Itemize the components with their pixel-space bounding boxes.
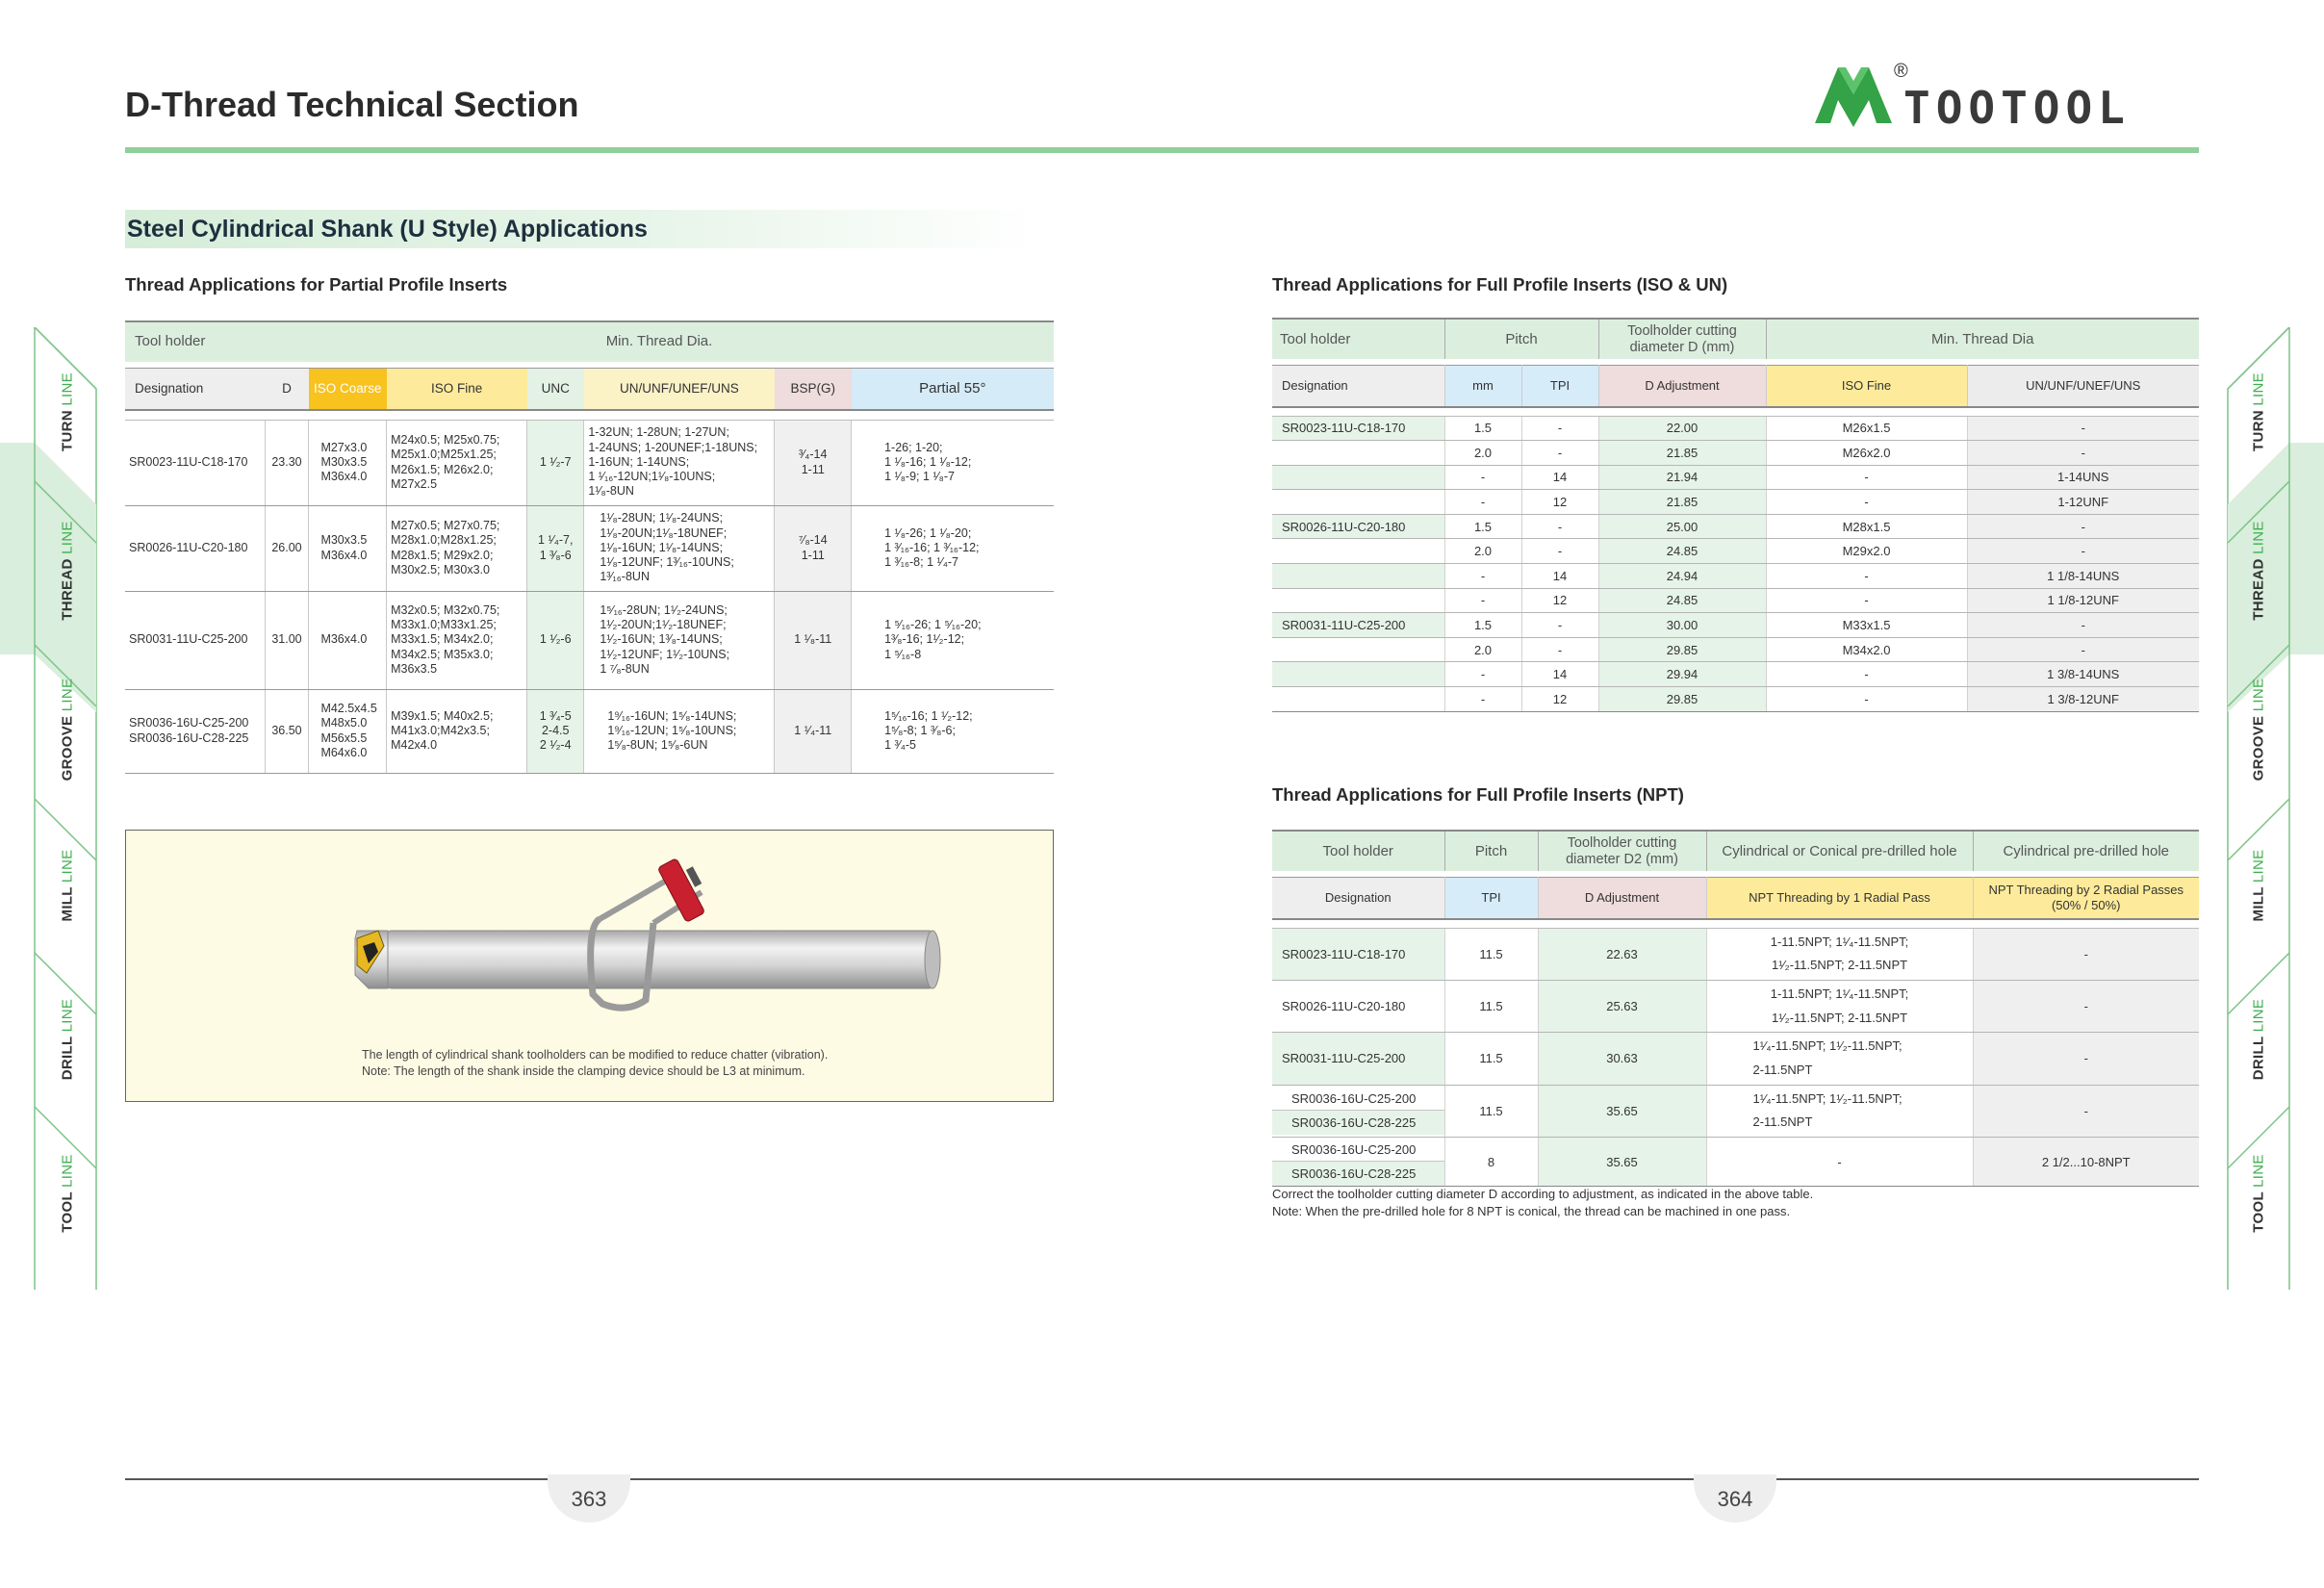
header-cutting-diameter: Toolholder cutting diameter D2 (mm) bbox=[1538, 831, 1706, 871]
d-adjustment-cell: 29.85 bbox=[1598, 637, 1766, 662]
d-cell: 23.30 bbox=[265, 420, 309, 505]
npt-table bbox=[1272, 830, 2199, 1187]
iso-fine-cell: M39x1.5; M40x2.5; M41x3.0;M42x3.5; M42x4.0 bbox=[387, 689, 527, 773]
svg-text:TOOTOOL: TOOTOOL bbox=[1903, 82, 2131, 134]
d-adjustment-cell: 35.65 bbox=[1538, 1085, 1706, 1137]
iso-coarse-cell: M30x3.5 M36x4.0 bbox=[309, 505, 387, 591]
d-adjustment-cell: 22.00 bbox=[1598, 416, 1766, 441]
un-cell: 1⁵⁄₁₆-28UN; 1¹⁄₂-24UNS; 1¹⁄₂-20UN;1¹⁄₂-18UNEF; 1¹⁄₂-16UN; 1³⁄₈-14UNS; 1¹⁄₂-12UNF; 1¹⁄₂-10UNS; 1 ⁷⁄₈-8UN bbox=[584, 591, 775, 689]
un-cell: 1-14UNS bbox=[1967, 465, 2199, 490]
iso-table-title: Thread Applications for Full Profile Inserts (ISO & UN) bbox=[1272, 274, 1728, 295]
d-cell: 36.50 bbox=[265, 689, 309, 773]
mm-cell: 1.5 bbox=[1444, 416, 1521, 441]
unc-cell: 1 ¹⁄₂-7 bbox=[527, 420, 584, 505]
d-cell: 26.00 bbox=[265, 505, 309, 591]
iso-un-table bbox=[1272, 318, 2199, 712]
designation-cell: SR0031-11U-C25-200 bbox=[125, 591, 265, 689]
tpi-cell: - bbox=[1521, 539, 1598, 564]
tpi-cell: 12 bbox=[1521, 490, 1598, 515]
unc-cell: 1 ³⁄₄-5 2-4.5 2 ¹⁄₂-4 bbox=[527, 689, 584, 773]
tab-groove-line[interactable]: GROOVE LINE bbox=[59, 678, 76, 781]
un-cell: 1-32UN; 1-28UN; 1-27UN; 1-24UNS; 1-20UNEF;1-18UNS; 1-16UN; 1-14UNS; 1 ¹⁄₁₆-12UN;1¹⁄₈-10UNS; 1¹⁄₈-8UN bbox=[584, 420, 775, 505]
table-row bbox=[1272, 465, 2199, 490]
partial-55-cell: 1 ¹⁄₈-26; 1 ¹⁄₈-20; 1 ³⁄₁₆-16; 1 ³⁄₁₆-12; 1 ³⁄₁₆-8; 1 ¹⁄₄-7 bbox=[852, 505, 1054, 591]
un-cell: 1⁹⁄₁₆-16UN; 1⁵⁄₈-14UNS; 1⁹⁄₁₆-12UN; 1⁵⁄₈-10UNS; 1⁵⁄₈-8UN; 1⁵⁄₈-6UN bbox=[584, 689, 775, 773]
tab-mill-line[interactable]: MILL LINE bbox=[59, 849, 76, 922]
title-divider bbox=[125, 147, 2199, 153]
mm-cell: - bbox=[1444, 687, 1521, 712]
d-adjustment-cell: 22.63 bbox=[1538, 928, 1706, 980]
tab-drill-line[interactable]: DRILL LINE bbox=[2250, 998, 2267, 1081]
col-designation: Designation bbox=[125, 368, 265, 410]
tootool-logo-icon bbox=[1809, 56, 2204, 138]
tpi-cell: 11.5 bbox=[1444, 928, 1538, 980]
col-d-adjustment: D Adjustment bbox=[1598, 365, 1766, 407]
npt-1-pass-cell: 1¹⁄₄-11.5NPT; 1¹⁄₂-11.5NPT; 2-11.5NPT bbox=[1706, 1085, 1973, 1137]
tpi-cell: - bbox=[1521, 441, 1598, 466]
iso-fine-cell: M29x2.0 bbox=[1766, 539, 1967, 564]
table-row bbox=[125, 689, 1054, 773]
header-conical-hole: Cylindrical or Conical pre-drilled hole bbox=[1706, 831, 1973, 871]
table-row bbox=[125, 591, 1054, 689]
un-cell: - bbox=[1967, 441, 2199, 466]
designation-cell bbox=[1272, 564, 1444, 589]
npt-2-passes-cell: - bbox=[1973, 980, 2199, 1032]
col-tpi: TPI bbox=[1444, 877, 1538, 919]
iso-fine-cell: - bbox=[1766, 490, 1967, 515]
col-designation: Designation bbox=[1272, 365, 1444, 407]
iso-fine-cell: M24x0.5; M25x0.75; M25x1.0;M25x1.25; M26x1.5; M26x2.0; M27x2.5 bbox=[387, 420, 527, 505]
bsp-cell: ³⁄₄-14 1-11 bbox=[775, 420, 852, 505]
d-cell: 31.00 bbox=[265, 591, 309, 689]
designation-cell: SR0023-11U-C18-170 bbox=[1272, 416, 1444, 441]
table-row bbox=[1272, 1033, 2199, 1085]
header-tool-holder: Tool holder bbox=[1272, 831, 1444, 871]
iso-fine-cell: - bbox=[1766, 465, 1967, 490]
bsp-cell: ⁷⁄₈-14 1-11 bbox=[775, 505, 852, 591]
partial-table-title: Thread Applications for Partial Profile Inserts bbox=[125, 274, 508, 295]
tpi-cell: 14 bbox=[1521, 564, 1598, 589]
table-row bbox=[1272, 1138, 2199, 1187]
tpi-cell: 12 bbox=[1521, 687, 1598, 712]
designation-cell: SR0026-11U-C20-180 bbox=[1272, 980, 1444, 1032]
header-cutting-diameter: Toolholder cutting diameter D (mm) bbox=[1598, 319, 1766, 359]
table-row bbox=[125, 420, 1054, 505]
mm-cell: - bbox=[1444, 662, 1521, 687]
footer-divider bbox=[125, 1478, 2199, 1480]
un-cell: - bbox=[1967, 514, 2199, 539]
toolholder-clamp-icon bbox=[126, 831, 1052, 1042]
iso-fine-cell: M34x2.0 bbox=[1766, 637, 1967, 662]
d-adjustment-cell: 29.94 bbox=[1598, 662, 1766, 687]
header-pitch: Pitch bbox=[1444, 831, 1538, 871]
designation-cell: SR0026-11U-C20-180 bbox=[125, 505, 265, 591]
iso-fine-cell: M33x1.5 bbox=[1766, 613, 1967, 638]
col-d: D bbox=[265, 368, 309, 410]
table-row bbox=[1272, 416, 2199, 441]
tpi-cell: 14 bbox=[1521, 465, 1598, 490]
un-cell: 1 3/8-14UNS bbox=[1967, 662, 2199, 687]
designation-cell bbox=[1272, 465, 1444, 490]
section-heading: Steel Cylindrical Shank (U Style) Applications bbox=[125, 210, 1039, 248]
header-tool-holder: Tool holder bbox=[1272, 319, 1444, 359]
designation-cell bbox=[1272, 588, 1444, 613]
npt-2-passes-cell: - bbox=[1973, 928, 2199, 980]
tab-tool-line[interactable]: TOOL LINE bbox=[2250, 1154, 2267, 1233]
page-number-right: 364 bbox=[1694, 1474, 1776, 1523]
un-cell: 1¹⁄₈-28UN; 1¹⁄₈-24UNS; 1¹⁄₈-20UN;1¹⁄₈-18UNEF; 1¹⁄₈-16UN; 1¹⁄₈-14UNS; 1¹⁄₈-12UNF; 1³⁄₁₆-10UNS; 1³⁄₁₆-8UN bbox=[584, 505, 775, 591]
partial-profile-table bbox=[125, 320, 1054, 774]
iso-coarse-cell: M36x4.0 bbox=[309, 591, 387, 689]
col-mm: mm bbox=[1444, 365, 1521, 407]
designation-cell bbox=[1272, 687, 1444, 712]
partial-55-cell: 1-26; 1-20; 1 ¹⁄₈-16; 1 ¹⁄₈-12; 1 ¹⁄₈-9; 1 ¹⁄₈-7 bbox=[852, 420, 1054, 505]
npt-1-pass-cell: 1-11.5NPT; 1¹⁄₄-11.5NPT; 1¹⁄₂-11.5NPT; 2-11.5NPT bbox=[1706, 928, 1973, 980]
un-cell: - bbox=[1967, 613, 2199, 638]
iso-fine-cell: M27x0.5; M27x0.75; M28x1.0;M28x1.25; M28x1.5; M29x2.0; M30x2.5; M30x3.0 bbox=[387, 505, 527, 591]
d-adjustment-cell: 29.85 bbox=[1598, 687, 1766, 712]
unc-cell: 1 ¹⁄₂-6 bbox=[527, 591, 584, 689]
iso-fine-cell: M28x1.5 bbox=[1766, 514, 1967, 539]
mm-cell: 2.0 bbox=[1444, 637, 1521, 662]
d-adjustment-cell: 21.85 bbox=[1598, 490, 1766, 515]
un-cell: 1 1/8-12UNF bbox=[1967, 588, 2199, 613]
table-row bbox=[125, 505, 1054, 591]
col-designation: Designation bbox=[1272, 877, 1444, 919]
tpi-cell: 11.5 bbox=[1444, 1085, 1538, 1137]
mm-cell: - bbox=[1444, 588, 1521, 613]
col-unc: UNC bbox=[527, 368, 584, 410]
tab-thread-line[interactable]: THREAD LINE bbox=[59, 520, 76, 621]
partial-55-cell: 1⁵⁄₁₆-16; 1 ¹⁄₂-12; 1⁵⁄₈-8; 1 ³⁄₈-6; 1 ³⁄₄-5 bbox=[852, 689, 1054, 773]
col-un: UN/UNF/UNEF/UNS bbox=[1967, 365, 2199, 407]
tpi-cell: - bbox=[1521, 514, 1598, 539]
designation-cell: SR0023-11U-C18-170 bbox=[125, 420, 265, 505]
designation-cell: SR0036-16U-C25-200 SR0036-16U-C28-225 bbox=[1272, 1138, 1444, 1187]
d-adjustment-cell: 30.00 bbox=[1598, 613, 1766, 638]
table-row bbox=[1272, 490, 2199, 515]
col-un: UN/UNF/UNEF/UNS bbox=[584, 368, 775, 410]
tpi-cell: 14 bbox=[1521, 662, 1598, 687]
d-adjustment-cell: 35.65 bbox=[1538, 1138, 1706, 1187]
npt-2-passes-cell: - bbox=[1973, 1085, 2199, 1137]
right-side-tabs bbox=[2225, 332, 2292, 1270]
un-cell: - bbox=[1967, 637, 2199, 662]
iso-fine-cell: M32x0.5; M32x0.75; M33x1.0;M33x1.25; M33x1.5; M34x2.0; M34x2.5; M35x3.0; M36x3.5 bbox=[387, 591, 527, 689]
iso-fine-cell: M26x2.0 bbox=[1766, 441, 1967, 466]
npt-1-pass-cell: - bbox=[1706, 1138, 1973, 1187]
tab-mill-line[interactable]: MILL LINE bbox=[2250, 849, 2267, 922]
mm-cell: 1.5 bbox=[1444, 613, 1521, 638]
d-adjustment-cell: 25.63 bbox=[1538, 980, 1706, 1032]
designation-cell: SR0036-16U-C25-200 SR0036-16U-C28-225 bbox=[1272, 1085, 1444, 1137]
table-row bbox=[1272, 514, 2199, 539]
npt-footnote: Correct the toolholder cutting diameter D according to adjustment, as indicated in the above table. Note: When the pre-drilled hole for 8 NPT is conical, the thread can be machined in one pass. bbox=[1272, 1187, 1814, 1219]
tab-groove-line[interactable]: GROOVE LINE bbox=[2250, 678, 2267, 781]
designation-cell: SR0023-11U-C18-170 bbox=[1272, 928, 1444, 980]
tab-tool-line[interactable]: TOOL LINE bbox=[59, 1154, 76, 1233]
brand-logo bbox=[1809, 56, 2204, 138]
table-row bbox=[1272, 687, 2199, 712]
tab-turn-line[interactable]: TURN LINE bbox=[2250, 371, 2267, 451]
illustration-note: The length of cylindrical shank toolholders can be modified to reduce chatter (vibration). Note: The length of the shank inside the clamping device should be L3 at minimum. bbox=[362, 1048, 829, 1078]
table-row bbox=[1272, 662, 2199, 687]
un-cell: 1 3/8-12UNF bbox=[1967, 687, 2199, 712]
designation-cell bbox=[1272, 662, 1444, 687]
un-cell: 1-12UNF bbox=[1967, 490, 2199, 515]
col-iso-coarse: ISO Coarse bbox=[309, 368, 387, 410]
header-min-thread: Min. Thread Dia. bbox=[265, 321, 1054, 362]
table-row bbox=[1272, 928, 2199, 980]
iso-coarse-cell: M42.5x4.5 M48x5.0 M56x5.5 M64x6.0 bbox=[309, 689, 387, 773]
d-adjustment-cell: 25.00 bbox=[1598, 514, 1766, 539]
mm-cell: - bbox=[1444, 465, 1521, 490]
iso-fine-cell: - bbox=[1766, 662, 1967, 687]
col-npt-1-pass: NPT Threading by 1 Radial Pass bbox=[1706, 877, 1973, 919]
iso-coarse-cell: M27x3.0 M30x3.5 M36x4.0 bbox=[309, 420, 387, 505]
tab-thread-line[interactable]: THREAD LINE bbox=[2250, 520, 2267, 621]
tpi-cell: - bbox=[1521, 416, 1598, 441]
tpi-cell: 12 bbox=[1521, 588, 1598, 613]
shank-illustration bbox=[125, 830, 1054, 1102]
un-cell: 1 1/8-14UNS bbox=[1967, 564, 2199, 589]
d-adjustment-cell: 21.94 bbox=[1598, 465, 1766, 490]
un-cell: - bbox=[1967, 539, 2199, 564]
mm-cell: - bbox=[1444, 564, 1521, 589]
mm-cell: - bbox=[1444, 490, 1521, 515]
npt-table-title: Thread Applications for Full Profile Inserts (NPT) bbox=[1272, 784, 1684, 805]
col-partial-55: Partial 55° bbox=[852, 368, 1054, 410]
tpi-cell: 8 bbox=[1444, 1138, 1538, 1187]
tpi-cell: 11.5 bbox=[1444, 980, 1538, 1032]
header-cylindrical-hole: Cylindrical pre-drilled hole bbox=[1973, 831, 2199, 871]
page-number-left: 363 bbox=[548, 1474, 630, 1523]
tpi-cell: - bbox=[1521, 637, 1598, 662]
iso-fine-cell: M26x1.5 bbox=[1766, 416, 1967, 441]
tpi-cell: - bbox=[1521, 613, 1598, 638]
designation-cell: SR0036-16U-C25-200 SR0036-16U-C28-225 bbox=[125, 689, 265, 773]
designation-cell bbox=[1272, 539, 1444, 564]
svg-text:®: ® bbox=[1894, 61, 1908, 82]
header-pitch: Pitch bbox=[1444, 319, 1598, 359]
header-min-thread: Min. Thread Dia bbox=[1766, 319, 2199, 359]
table-row bbox=[1272, 1085, 2199, 1137]
table-row bbox=[1272, 637, 2199, 662]
col-bsp: BSP(G) bbox=[775, 368, 852, 410]
designation-cell: SR0031-11U-C25-200 bbox=[1272, 613, 1444, 638]
col-npt-2-passes: NPT Threading by 2 Radial Passes (50% / 50%) bbox=[1973, 877, 2199, 919]
designation-cell bbox=[1272, 490, 1444, 515]
designation-cell bbox=[1272, 441, 1444, 466]
mm-cell: 1.5 bbox=[1444, 514, 1521, 539]
npt-1-pass-cell: 1-11.5NPT; 1¹⁄₄-11.5NPT; 1¹⁄₂-11.5NPT; 2-11.5NPT bbox=[1706, 980, 1973, 1032]
col-d-adjustment: D Adjustment bbox=[1538, 877, 1706, 919]
designation-cell: SR0031-11U-C25-200 bbox=[1272, 1033, 1444, 1085]
d-adjustment-cell: 24.85 bbox=[1598, 588, 1766, 613]
partial-55-cell: 1 ⁵⁄₁₆-26; 1 ⁵⁄₁₆-20; 1³⁄₈-16; 1¹⁄₂-12; 1 ⁵⁄₁₆-8 bbox=[852, 591, 1054, 689]
bsp-cell: 1 ¹⁄₄-11 bbox=[775, 689, 852, 773]
unc-cell: 1 ¹⁄₄-7, 1 ³⁄₈-6 bbox=[527, 505, 584, 591]
npt-2-passes-cell: 2 1/2...10-8NPT bbox=[1973, 1138, 2199, 1187]
table-row bbox=[1272, 564, 2199, 589]
table-row bbox=[1272, 613, 2199, 638]
page-title: D-Thread Technical Section bbox=[125, 85, 579, 124]
iso-fine-cell: - bbox=[1766, 687, 1967, 712]
d-adjustment-cell: 21.85 bbox=[1598, 441, 1766, 466]
designation-cell: SR0026-11U-C20-180 bbox=[1272, 514, 1444, 539]
un-cell: - bbox=[1967, 416, 2199, 441]
tpi-cell: 11.5 bbox=[1444, 1033, 1538, 1085]
left-side-tabs bbox=[34, 332, 101, 1270]
designation-cell bbox=[1272, 637, 1444, 662]
table-row bbox=[1272, 588, 2199, 613]
col-tpi: TPI bbox=[1521, 365, 1598, 407]
mm-cell: 2.0 bbox=[1444, 441, 1521, 466]
table-row bbox=[1272, 441, 2199, 466]
table-row bbox=[1272, 539, 2199, 564]
d-adjustment-cell: 24.94 bbox=[1598, 564, 1766, 589]
npt-1-pass-cell: 1¹⁄₄-11.5NPT; 1¹⁄₂-11.5NPT; 2-11.5NPT bbox=[1706, 1033, 1973, 1085]
iso-fine-cell: - bbox=[1766, 564, 1967, 589]
mm-cell: 2.0 bbox=[1444, 539, 1521, 564]
d-adjustment-cell: 24.85 bbox=[1598, 539, 1766, 564]
col-iso-fine: ISO Fine bbox=[1766, 365, 1967, 407]
col-iso-fine: ISO Fine bbox=[387, 368, 527, 410]
header-tool-holder: Tool holder bbox=[125, 321, 265, 362]
d-adjustment-cell: 30.63 bbox=[1538, 1033, 1706, 1085]
tab-drill-line[interactable]: DRILL LINE bbox=[59, 998, 76, 1081]
tab-turn-line[interactable]: TURN LINE bbox=[59, 371, 76, 451]
iso-fine-cell: - bbox=[1766, 588, 1967, 613]
bsp-cell: 1 ¹⁄₈-11 bbox=[775, 591, 852, 689]
table-row bbox=[1272, 980, 2199, 1032]
npt-2-passes-cell: - bbox=[1973, 1033, 2199, 1085]
